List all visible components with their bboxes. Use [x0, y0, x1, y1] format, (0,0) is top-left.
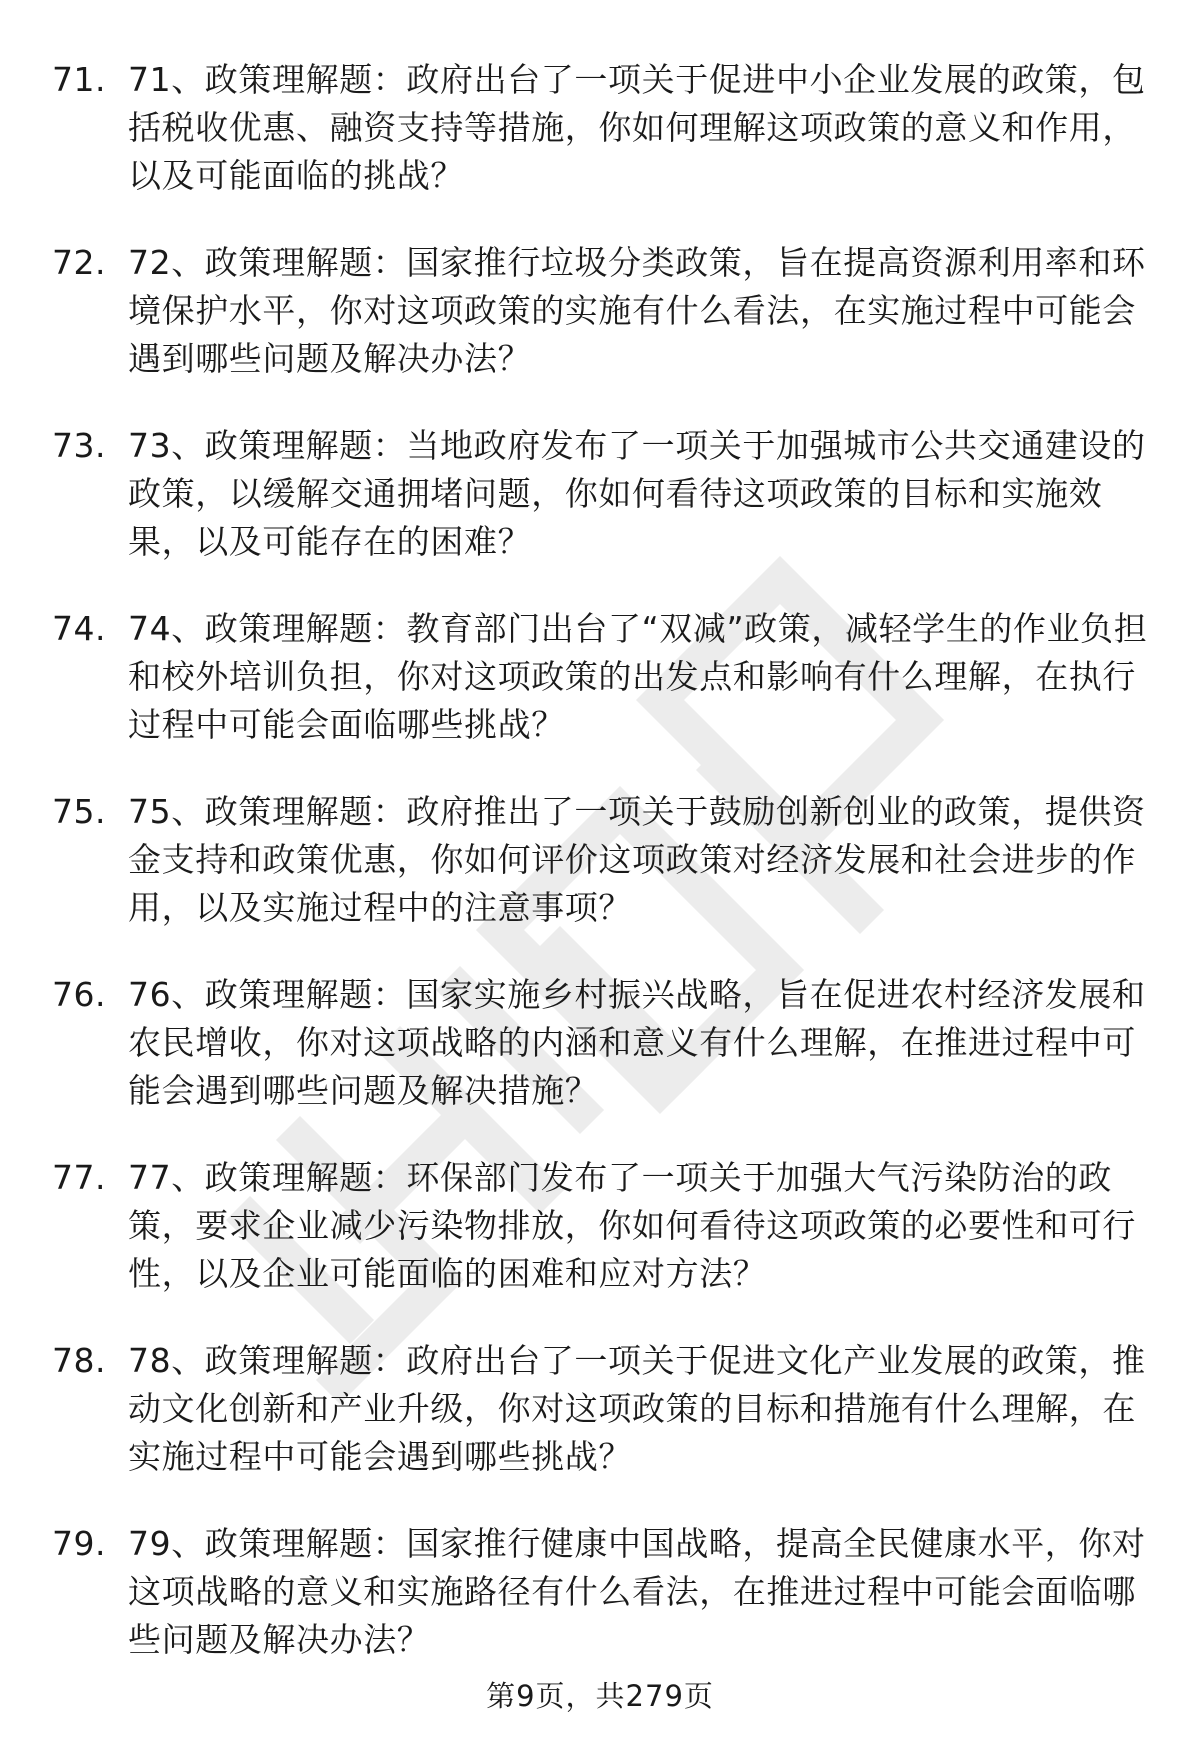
question-number: 79.	[52, 1524, 106, 1563]
question-text: 79、政策理解题：国家推行健康中国战略，提高全民健康水平，你对这项战略的意义和实施路径有什么看法，在推进过程中可能会面临哪些问题及解决办法？	[128, 1524, 1146, 1659]
question-text: 76、政策理解题：国家实施乡村振兴战略，旨在促进农村经济发展和农民增收，你对这项战略的内涵和意义有什么理解，在推进过程中可能会遇到哪些问题及解决措施？	[128, 975, 1146, 1110]
page-footer	[0, 1676, 1200, 1716]
list-item	[0, 605, 1200, 788]
list-item	[0, 788, 1200, 971]
question-list	[0, 56, 1200, 1703]
question-number: 73.	[52, 426, 106, 465]
question-text: 71、政策理解题：政府出台了一项关于促进中小企业发展的政策，包括税收优惠、融资支持等措施，你如何理解这项政策的意义和作用，以及可能面临的挑战？	[128, 60, 1146, 195]
list-item	[0, 239, 1200, 422]
question-number: 75.	[52, 792, 106, 831]
list-item	[0, 1154, 1200, 1337]
question-number: 77.	[52, 1158, 106, 1197]
list-item	[0, 56, 1200, 239]
list-item	[0, 1337, 1200, 1520]
question-number: 72.	[52, 243, 106, 282]
page-number-label: 第9页，共279页	[486, 1679, 714, 1713]
question-text: 74、政策理解题：教育部门出台了“双减”政策，减轻学生的作业负担和校外培训负担，你对这项政策的出发点和影响有什么理解，在执行过程中可能会面临哪些挑战？	[128, 609, 1148, 744]
question-text: 72、政策理解题：国家推行垃圾分类政策，旨在提高资源利用率和环境保护水平，你对这项政策的实施有什么看法，在实施过程中可能会遇到哪些问题及解决办法？	[128, 243, 1146, 378]
question-number: 78.	[52, 1341, 106, 1380]
question-number: 76.	[52, 975, 106, 1014]
question-text: 75、政策理解题：政府推出了一项关于鼓励创新创业的政策，提供资金支持和政策优惠，你如何评价这项政策对经济发展和社会进步的作用，以及实施过程中的注意事项？	[128, 792, 1146, 927]
question-number: 71.	[52, 60, 106, 99]
list-item	[0, 422, 1200, 605]
question-text: 78、政策理解题：政府出台了一项关于促进文化产业发展的政策，推动文化创新和产业升级，你对这项政策的目标和措施有什么理解，在实施过程中可能会遇到哪些挑战？	[128, 1341, 1146, 1476]
question-text: 73、政策理解题：当地政府发布了一项关于加强城市公共交通建设的政策，以缓解交通拥堵问题，你如何看待这项政策的目标和实施效果，以及可能存在的困难？	[128, 426, 1146, 561]
question-number: 74.	[52, 609, 106, 648]
question-text: 77、政策理解题：环保部门发布了一项关于加强大气污染防治的政策，要求企业减少污染物排放，你如何看待这项政策的必要性和可行性，以及企业可能面临的困难和应对方法？	[128, 1158, 1136, 1293]
list-item	[0, 971, 1200, 1154]
